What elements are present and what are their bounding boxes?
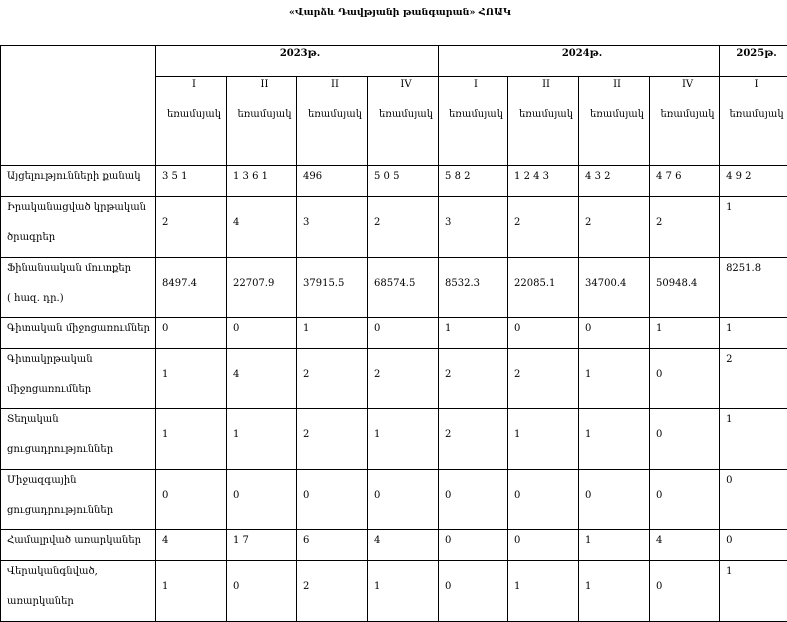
row-label [1,470,156,530]
cell-value: 34700.4 [585,278,626,289]
table-cell [650,166,720,197]
table-cell [227,409,297,470]
row-label-line: Գիտական միջոցառումներ [7,321,155,336]
cell-value: 1 [303,323,309,334]
row-label [1,318,156,349]
table-cell [368,530,439,561]
table-cell [156,197,227,258]
row-label-line: Այցելությունների քանակ [7,169,155,184]
table-cell [368,349,439,409]
cell-value: 1 [514,429,520,440]
cell-value: 0 [162,490,168,501]
table-cell [720,530,787,561]
statistics-table [0,45,787,622]
row-label-line: Վերականգնված, [7,564,155,579]
table-cell [227,197,297,258]
cell-value: 0 [303,490,309,501]
cell-value: 8532.3 [445,278,480,289]
cell-value: 3 [303,217,309,228]
quarter-number: IV [656,77,719,92]
cell-value: 1 [233,429,239,440]
quarter-word: եռամսյակ [656,107,719,122]
quarter-number: IV [374,77,438,92]
table-cell [297,530,368,561]
table-cell [297,258,368,318]
cell-value: 1 [374,429,380,440]
cell-value: 6 [303,535,309,546]
cell-value: 0 [162,323,168,334]
table-cell [439,409,508,470]
table-cell [368,470,439,530]
cell-value: 496 [303,171,322,182]
row-label [1,258,156,318]
table-cell [156,258,227,318]
table-cell [508,197,579,258]
cell-value: 8251.8 [726,263,761,274]
row-label [1,530,156,561]
cell-value: 2 [656,217,662,228]
quarter-word: եռամսյակ [585,107,649,122]
quarter-word: եռամսյակ [445,107,507,122]
page-title: «Վարձև Դավթյանի թանգարան» ՀՈԱԿ [0,7,787,18]
row-label-line: առարկաներ [7,594,155,609]
table-cell [156,349,227,409]
cell-value: 1 [726,414,732,425]
cell-value: 22085.1 [514,278,555,289]
table-cell [297,166,368,197]
table-cell [439,530,508,561]
table-row [1,197,787,258]
cell-value: 4 [656,535,662,546]
cell-value: 2 [445,369,451,380]
cell-value: 2 [374,217,380,228]
year-2023-header: 2023թ. [156,46,439,77]
cell-value: 0 [726,535,732,546]
cell-value: 1 [726,323,732,334]
table-cell [579,409,650,470]
row-label-line: ծրագրեր [7,230,155,245]
cell-value: 0 [726,475,732,486]
table-cell [720,197,787,258]
row-label-line: Գիտակրթական [7,352,155,367]
row-label-line: Տեղական [7,412,155,427]
quarter-word: եռամսյակ [303,107,367,122]
cell-value: 2 [303,429,309,440]
table-cell [368,197,439,258]
table-cell [297,318,368,349]
table-cell [227,530,297,561]
table-cell [650,470,720,530]
table-cell [720,318,787,349]
cell-value: 2 [514,217,520,228]
cell-value: 1 [585,535,591,546]
table-cell [227,470,297,530]
cell-value: 4 [162,535,168,546]
row-label-line: Իրականացված կրթական [7,200,155,215]
table-row [1,349,787,409]
cell-value: 1 [656,323,662,334]
cell-value: 0 [656,581,662,592]
cell-value: 5 8 2 [445,171,470,182]
table-cell [720,409,787,470]
cell-value: 0 [445,581,451,592]
table-cell [650,409,720,470]
table-cell [720,470,787,530]
cell-value: 4 9 2 [726,171,751,182]
cell-value: 0 [514,535,520,546]
table-cell [297,197,368,258]
cell-value: 22707.9 [233,278,274,289]
cell-value: 0 [233,323,239,334]
table-cell [508,561,579,622]
row-label [1,349,156,409]
table-cell [439,258,508,318]
table-cell [439,197,508,258]
cell-value: 2 [303,581,309,592]
table-cell [227,258,297,318]
cell-value: 68574.5 [374,278,415,289]
cell-value: 4 7 6 [656,171,681,182]
table-cell [579,318,650,349]
cell-value: 2 [162,217,168,228]
cell-value: 0 [374,490,380,501]
year-2025-header: 2025թ. [720,46,787,77]
cell-value: 1 [374,581,380,592]
cell-value: 1 [585,369,591,380]
table-cell [579,166,650,197]
table-cell [156,530,227,561]
cell-value: 5 0 5 [374,171,399,182]
quarter-header [156,77,227,166]
quarter-word: եռամսյակ [162,107,226,122]
quarter-header [720,77,787,166]
row-label [1,409,156,470]
cell-value: 2 [303,369,309,380]
table-cell [650,349,720,409]
year-header-row [1,46,787,77]
table-row [1,530,787,561]
cell-value: 4 3 2 [585,171,610,182]
cell-value: 0 [656,490,662,501]
table-cell [368,318,439,349]
quarter-number: II [303,77,367,92]
table-cell [508,349,579,409]
row-label [1,197,156,258]
table-cell [297,349,368,409]
cell-value: 50948.4 [656,278,697,289]
row-label [1,166,156,197]
cell-value: 4 [233,217,239,228]
table-cell [508,530,579,561]
cell-value: 1 [585,429,591,440]
table-cell [439,166,508,197]
cell-value: 1 [514,581,520,592]
row-label-line: ցուցադրություններ [7,442,155,457]
table-cell [650,318,720,349]
table-cell [227,349,297,409]
table-cell [156,166,227,197]
cell-value: 1 [162,369,168,380]
quarter-word: եռամսյակ [514,107,578,122]
quarter-number: I [162,77,226,92]
quarter-number: II [585,77,649,92]
row-label-line: Միջազգային [7,473,155,488]
table-cell [297,561,368,622]
table-cell [650,530,720,561]
row-label-line: միջոցառումներ [7,382,155,397]
cell-value: 4 [233,369,239,380]
quarter-word: եռամսյակ [726,107,787,122]
cell-value: 1 [162,429,168,440]
table-cell [720,258,787,318]
quarter-number: I [445,77,507,92]
table-cell [650,197,720,258]
table-cell [227,166,297,197]
table-cell [508,409,579,470]
table-cell [508,166,579,197]
corner-cell [1,46,156,166]
table-cell [297,409,368,470]
cell-value: 0 [514,490,520,501]
table-cell [156,409,227,470]
row-label-line: Ֆինանսական մուտքեր [7,261,155,276]
table-cell [508,318,579,349]
cell-value: 1 [726,202,732,213]
table-row [1,318,787,349]
table-cell [156,561,227,622]
row-label-line: Համալրված առարկաներ [7,533,155,548]
row-label-line: ( հազ. դր.) [7,291,155,306]
cell-value: 2 [445,429,451,440]
table-cell [720,561,787,622]
row-label [1,561,156,622]
table-cell [368,258,439,318]
quarter-number: I [726,77,787,92]
cell-value: 2 [585,217,591,228]
cell-value: 2 [374,369,380,380]
table-cell [650,258,720,318]
quarter-header [297,77,368,166]
cell-value: 1 [585,581,591,592]
cell-value: 0 [445,535,451,546]
table-cell [156,318,227,349]
quarter-header [650,77,720,166]
cell-value: 1 [445,323,451,334]
cell-value: 1 2 4 3 [514,171,549,182]
table-cell [508,258,579,318]
table-cell [439,349,508,409]
table-cell [579,349,650,409]
table-cell [579,530,650,561]
cell-value: 0 [233,490,239,501]
cell-value: 0 [374,323,380,334]
table-cell [156,470,227,530]
quarter-header [579,77,650,166]
cell-value: 1 [726,566,732,577]
table-cell [227,318,297,349]
table-row [1,470,787,530]
cell-value: 0 [514,323,520,334]
cell-value: 3 [445,217,451,228]
cell-value: 2 [514,369,520,380]
cell-value: 37915.5 [303,278,344,289]
quarter-header [227,77,297,166]
table-row [1,409,787,470]
table-row [1,166,787,197]
row-label-line: ցուցադրություններ [7,503,155,518]
cell-value: 0 [656,369,662,380]
cell-value: 8497.4 [162,278,197,289]
year-2024-header: 2024թ. [439,46,720,77]
table-row [1,258,787,318]
quarter-word: եռամսյակ [233,107,296,122]
table-cell [297,470,368,530]
table-cell [720,349,787,409]
table-cell [720,166,787,197]
cell-value: 0 [656,429,662,440]
table-cell [439,470,508,530]
table-cell [579,561,650,622]
cell-value: 1 [162,581,168,592]
cell-value: 0 [445,490,451,501]
table-cell [368,166,439,197]
quarter-number: II [514,77,578,92]
table-cell [368,409,439,470]
cell-value: 0 [233,581,239,592]
table-row [1,561,787,622]
quarter-header [368,77,439,166]
cell-value: 2 [726,354,732,365]
cell-value: 3 5 1 [162,171,187,182]
table-cell [368,561,439,622]
cell-value: 0 [585,323,591,334]
table-cell [579,258,650,318]
table-cell [579,470,650,530]
cell-value: 0 [585,490,591,501]
table-cell [508,470,579,530]
quarter-header [439,77,508,166]
table-cell [650,561,720,622]
cell-value: 1 3 6 1 [233,171,268,182]
table-cell [439,561,508,622]
cell-value: 4 [374,535,380,546]
quarter-header [508,77,579,166]
table-cell [439,318,508,349]
quarter-word: եռամսյակ [374,107,438,122]
table-cell [579,197,650,258]
table-cell [227,561,297,622]
cell-value: 1 7 [233,535,249,546]
quarter-number: II [233,77,296,92]
